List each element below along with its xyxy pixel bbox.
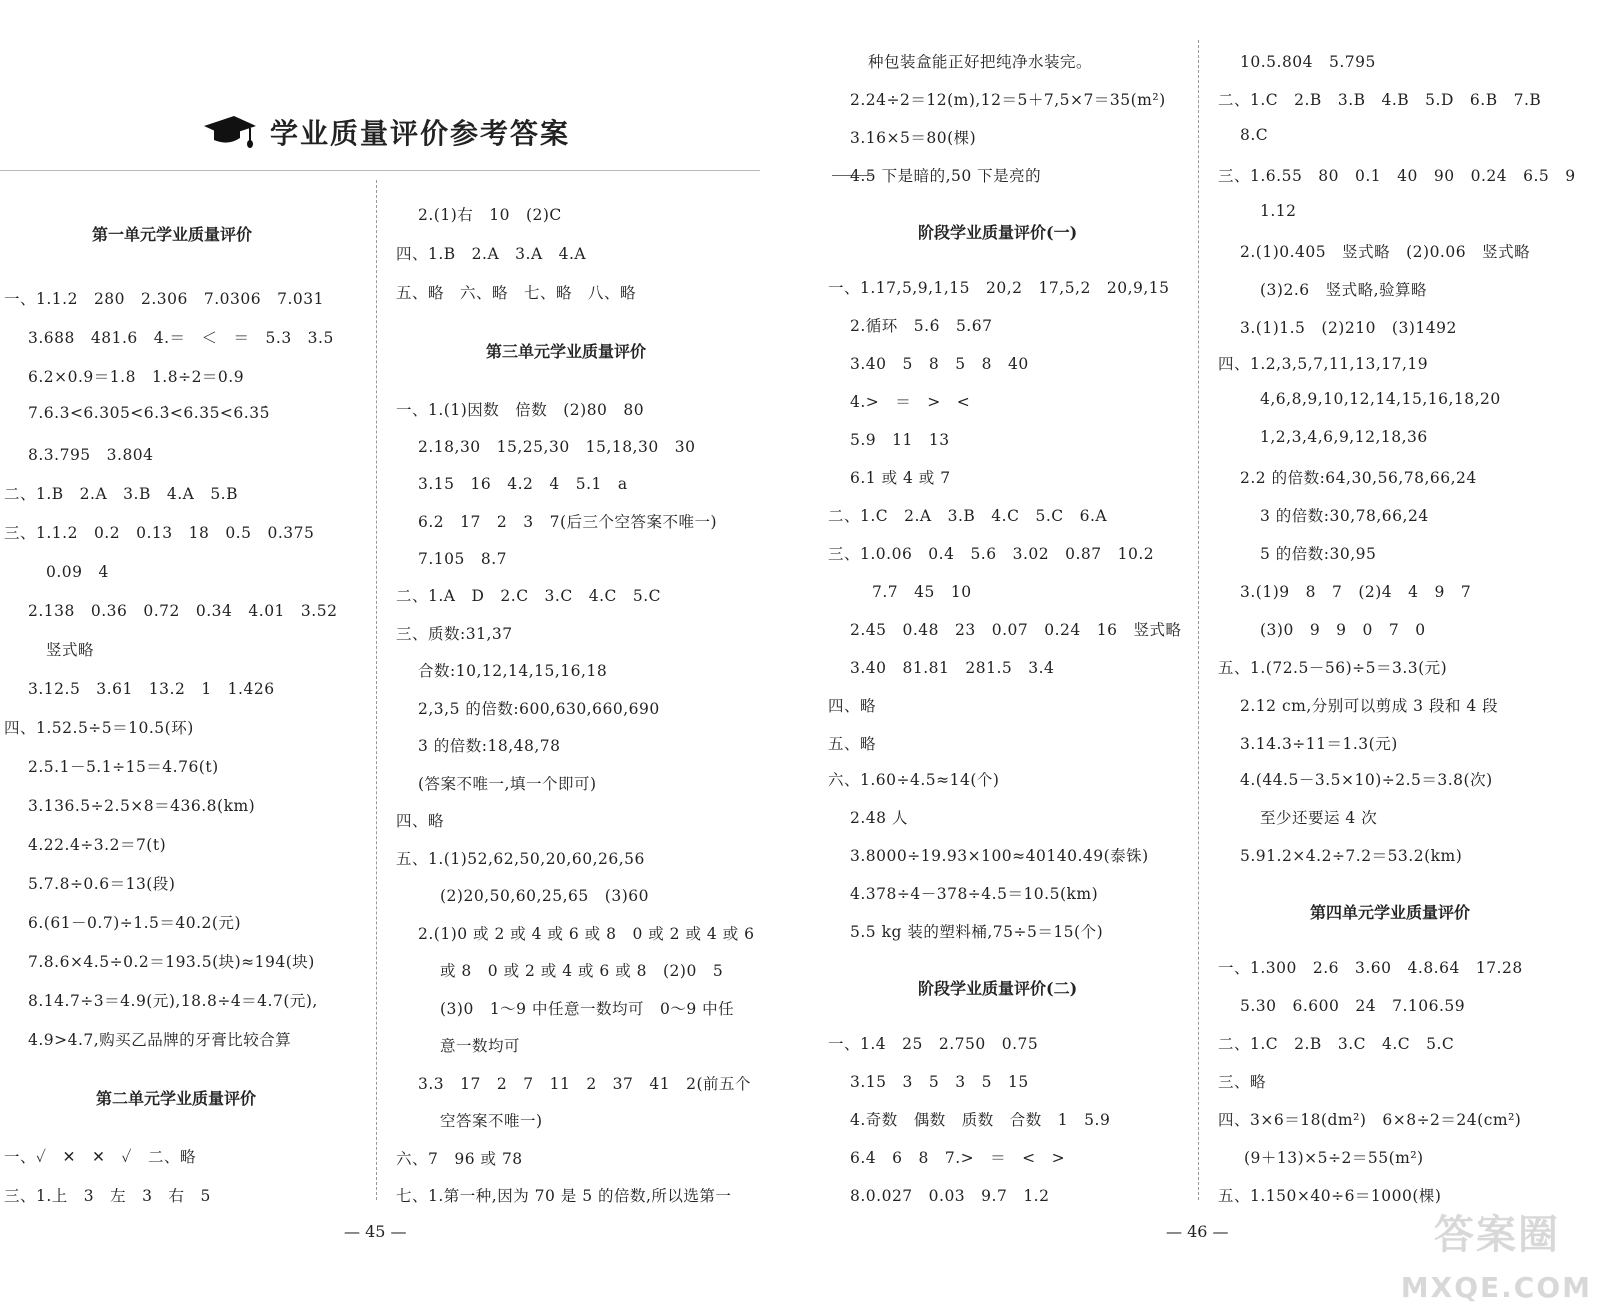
col2-line: 3.3 17 2 7 11 2 37 41 2(前五个 xyxy=(418,1075,752,1093)
col3-line: 5.9 11 13 xyxy=(850,431,950,449)
col4-line: (3)2.6 竖式略,验算略 xyxy=(1260,281,1428,299)
watermark-url: MXQE.COM xyxy=(1400,1271,1592,1304)
col2-line: 三、质数:31,37 xyxy=(396,625,513,643)
col1-line: 3.136.5÷2.5×8＝436.8(km) xyxy=(28,797,256,815)
title-block xyxy=(200,112,570,152)
col1-line: 3.12.5 3.61 13.2 1 1.426 xyxy=(28,680,275,698)
col4-line: 3.(1)9 8 7 (2)4 4 9 7 xyxy=(1240,583,1472,601)
col2-line: 或 8 0 或 2 或 4 或 6 或 8 (2)0 5 xyxy=(440,962,724,980)
col3-line: 2.45 0.48 23 0.07 0.24 16 竖式略 xyxy=(850,621,1182,639)
col4-line: 二、1.C 2.B 3.B 4.B 5.D 6.B 7.B xyxy=(1218,91,1542,109)
col4-line: 2.(1)0.405 竖式略 (2)0.06 竖式略 xyxy=(1240,243,1531,261)
col1-line: 三、1.1.2 0.2 0.13 18 0.5 0.375 xyxy=(4,524,315,542)
col2-line: 3 的倍数:18,48,78 xyxy=(418,737,561,755)
col1-line: 0.09 4 xyxy=(46,563,109,581)
col2-line: 五、略 六、略 七、略 八、略 xyxy=(396,284,637,302)
col3-line: 2.24÷2＝12(m),12＝5＋7,5×7＝35(m²) xyxy=(850,91,1166,109)
col4-line: 2.12 cm,分别可以剪成 3 段和 4 段 xyxy=(1240,697,1499,715)
col3-line: 4.5 下是暗的,50 下是亮的 xyxy=(850,167,1042,185)
col4-line: 10.5.804 5.795 xyxy=(1240,53,1376,71)
col4-heading: 第四单元学业质量评价 xyxy=(1310,903,1471,922)
col2-line: 2.18,30 15,25,30 15,18,30 30 xyxy=(418,438,696,456)
col2-line: (3)0 1～9 中任意一数均可 0～9 中任 xyxy=(440,1000,735,1018)
col1-line: 3.688 481.6 4.＝ ＜ ＝ 5.3 3.5 xyxy=(28,329,334,347)
col2-line: (2)20,50,60,25,65 (3)60 xyxy=(440,887,649,905)
col2-line: 空答案不唯一) xyxy=(440,1112,543,1130)
col4-line: 至少还要运 4 次 xyxy=(1260,809,1378,827)
col4-line: 四、1.2,3,5,7,11,13,17,19 xyxy=(1218,355,1429,373)
col1-line: 8.14.7÷3＝4.9(元),18.8÷4＝4.7(元), xyxy=(28,992,318,1010)
col2-line: 2.(1)右 10 (2)C xyxy=(418,206,562,224)
col2-line: 七、1.第一种,因为 70 是 5 的倍数,所以选第一 xyxy=(396,1187,732,1205)
col3-line: 六、1.60÷4.5≈14(个) xyxy=(828,771,1000,789)
col4-line: 二、1.C 2.B 3.C 4.C 5.C xyxy=(1218,1035,1455,1053)
col1-line: 5.7.8÷0.6＝13(段) xyxy=(28,875,176,893)
watermark-logo: 答案圈 xyxy=(1434,1212,1560,1258)
col3-line: 7.7 45 10 xyxy=(872,583,972,601)
col4-line: 五、1.150×40÷6＝1000(棵) xyxy=(1218,1187,1442,1205)
col1-line: 一、1.1.2 280 2.306 7.0306 7.031 xyxy=(4,290,325,308)
col3-line: 二、1.C 2.A 3.B 4.C 5.C 6.A xyxy=(828,507,1108,525)
col2-line: 四、1.B 2.A 3.A 4.A xyxy=(396,245,587,263)
col3-line: 一、1.4 25 2.750 0.75 xyxy=(828,1035,1039,1053)
col4-line: (3)0 9 9 0 7 0 xyxy=(1260,621,1426,639)
col1-line: 7.8.6×4.5÷0.2＝193.5(块)≈194(块) xyxy=(28,953,315,971)
col4-line: 4.(44.5－3.5×10)÷2.5＝3.8(次) xyxy=(1240,771,1493,789)
col2-line: 五、1.(1)52,62,50,20,60,26,56 xyxy=(396,850,645,868)
col1-line: 7.6.3<6.305<6.3̇<6.35<6.35̇ xyxy=(28,404,270,422)
col1-line: 一、✓ ✕ ✕ ✓ 二、略 xyxy=(4,1148,196,1166)
col3-line: 3.8000÷19.93×100≈40140.49(泰铢) xyxy=(850,847,1149,865)
col2-line: 意一数均可 xyxy=(440,1037,521,1055)
column-divider-right xyxy=(1198,40,1199,1200)
col4-line: (9＋13)×5÷2＝55(m²) xyxy=(1244,1149,1424,1167)
col2-line: 合数:10,12,14,15,16,18 xyxy=(418,662,608,680)
col2-line: 7.105 8.7 xyxy=(418,550,508,568)
col4-line: 1,2,3,4,6,9,12,18,36 xyxy=(1260,428,1428,446)
col2-line: 四、略 xyxy=(396,812,445,830)
col3-line: 种包装盒能正好把纯净水装完。 xyxy=(868,53,1093,71)
page-number-right: — 46 — xyxy=(1166,1222,1229,1241)
title-rule xyxy=(0,170,760,171)
col4-line: 4,6,8,9,10,12,14,15,16,18,20 xyxy=(1260,390,1501,408)
column-divider-left xyxy=(376,180,377,1200)
col4-line: 一、1.300 2.6 3.60 4.8.64 17.28 xyxy=(1218,959,1523,977)
col4-line: 五、1.(72.5－56)÷5＝3.3(元) xyxy=(1218,659,1448,677)
col2-line: (答案不唯一,填一个即可) xyxy=(418,775,597,793)
col3-line: 3.40 81.81 281.5 3.4 xyxy=(850,659,1055,677)
col1-line: 8.3.795 3.804 xyxy=(28,446,154,464)
col1-line: 4.22.4÷3.2＝7(t) xyxy=(28,836,167,854)
col4-line: 1.12 xyxy=(1260,202,1297,220)
col4-line: 8.C xyxy=(1240,126,1269,144)
col2-heading: 第三单元学业质量评价 xyxy=(486,342,647,361)
col3-line: 三、1.0.06 0.4 5.6 3.02 0.87 10.2 xyxy=(828,545,1155,563)
col4-line: 3 的倍数:30,78,66,24 xyxy=(1260,507,1429,525)
col1-line: 4.9>4.7,购买乙品牌的牙膏比较合算 xyxy=(28,1031,292,1049)
page-title: 学业质量评价参考答案 xyxy=(270,117,571,150)
page-number-left: — 45 — xyxy=(344,1222,407,1241)
col3-line: 3.40 5 8 5 8 40 xyxy=(850,355,1029,373)
col3-line: 四、略 xyxy=(828,697,877,715)
graduation-cap-icon xyxy=(200,112,258,152)
col4-line: 5.91.2×4.2÷7.2＝53.2(km) xyxy=(1240,847,1463,865)
col3-line: 4.378÷4－378÷4.5＝10.5(km) xyxy=(850,885,1099,903)
col3-line: 五、略 xyxy=(828,735,877,753)
col4-line: 5 的倍数:30,95 xyxy=(1260,545,1377,563)
col2-line: 六、7 96 或 78 xyxy=(396,1150,523,1168)
col4-line: 三、1.6.55 80 0.1 40 90 0.24 6.5 9 xyxy=(1218,167,1576,185)
col2-line: 2,3,5 的倍数:600,630,660,690 xyxy=(418,700,660,718)
col2-line: 二、1.A D 2.C 3.C 4.C 5.C xyxy=(396,587,662,605)
col1-line: 6.2×0.9＝1.8 1.8÷2＝0.9 xyxy=(28,368,245,386)
col1-line: 2.5.1－5.1÷15＝4.76(t) xyxy=(28,758,219,776)
col4-line: 2.2 的倍数:64,30,56,78,66,24 xyxy=(1240,469,1477,487)
col1-heading-2: 第二单元学业质量评价 xyxy=(96,1089,257,1108)
col1-line: 三、1.上 3 左 3 右 5 xyxy=(4,1187,211,1205)
col1-line: 四、1.52.5÷5＝10.5(环) xyxy=(4,719,194,737)
col1-line: 6.(61－0.7)÷1.5＝40.2(元) xyxy=(28,914,241,932)
col4-line: 四、3×6＝18(dm²) 6×8÷2＝24(cm²) xyxy=(1218,1111,1522,1129)
col1-heading-1: 第一单元学业质量评价 xyxy=(92,225,253,244)
col1-line: 2.138 0.36 0.72 0.34 4.01 3.52 xyxy=(28,602,338,620)
col3-line: 8.0.027 0.03 9.7 1.2 xyxy=(850,1187,1050,1205)
col2-line: 一、1.(1)因数 倍数 (2)80 80 xyxy=(396,401,645,419)
col3-line: 3.15 3 5 3 5 15 xyxy=(850,1073,1029,1091)
col4-line: 3.(1)1.5 (2)210 (3)1492 xyxy=(1240,319,1457,337)
col3-line: 5.5 kg 装的塑料桶,75÷5＝15(个) xyxy=(850,923,1104,941)
col2-line: 6.2 17 2 3 7(后三个空答案不唯一) xyxy=(418,513,718,531)
col3-line: 4.> ＝ > < xyxy=(850,393,971,411)
col3-line: 6.4 6 8 7.> ＝ < > xyxy=(850,1149,1066,1167)
col2-line: 3.15 16 4.2 4 5.1 a xyxy=(418,475,628,493)
col3-line: 4.奇数 偶数 质数 合数 1 5.9 xyxy=(850,1111,1111,1129)
col4-line: 3.14.3÷11＝1.3(元) xyxy=(1240,735,1398,753)
col4-line: 5.30 6.600 24 7.106.59 xyxy=(1240,997,1466,1015)
col3-line: 2.循环 5.6̇ 5.67 xyxy=(850,317,993,335)
col1-line: 竖式略 xyxy=(46,641,95,659)
col2-line: 2.(1)0 或 2 或 4 或 6 或 8 0 或 2 或 4 或 6 xyxy=(418,925,755,943)
col3-line: 3.16×5＝80(棵) xyxy=(850,129,977,147)
col3-line: 一、1.17,5,9,1,15 20,2 17,5,2 20,9,15 xyxy=(828,279,1170,297)
col3-heading-2: 阶段学业质量评价(二) xyxy=(918,979,1078,998)
col3-line: 2.48 人 xyxy=(850,809,908,827)
col1-line: 二、1.B 2.A 3.B 4.A 5.B xyxy=(4,485,239,503)
col3-heading-1: 阶段学业质量评价(一) xyxy=(918,223,1078,242)
col4-line: 三、略 xyxy=(1218,1073,1267,1091)
col3-line: 6.1 或 4 或 7 xyxy=(850,469,951,487)
